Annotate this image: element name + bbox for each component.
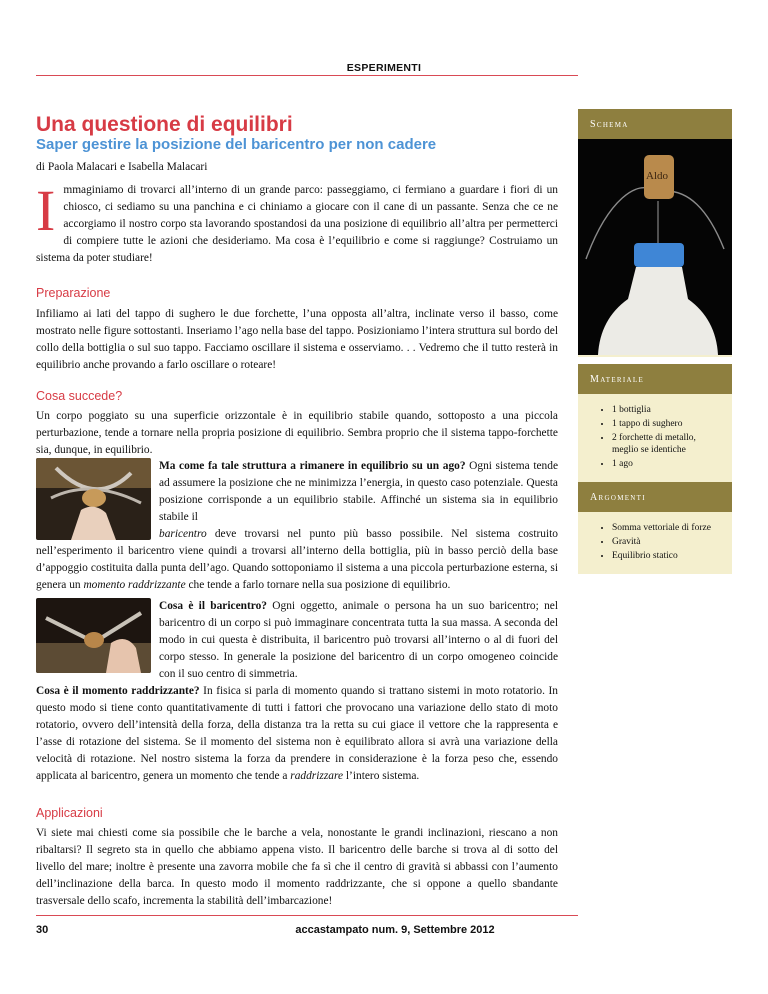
materiale-item: • 1 ago bbox=[612, 458, 722, 470]
heading-preparazione: Preparazione bbox=[36, 286, 111, 300]
q1-italic-momento: momento raddrizzante bbox=[83, 579, 186, 591]
drop-cap: I bbox=[36, 178, 56, 243]
heading-applicazioni: Applicazioni bbox=[36, 806, 103, 820]
materiale-item: • 1 tappo di sughero bbox=[612, 418, 722, 430]
preparazione-text: Infiliamo ai lati del tappo di sughero le due forchette, l’una opposta all’altra, inclinate verso il basso, come mostrato nelle figure sottostanti. Inseriamo l’ago nella base del tappo. Posizioniamo l’intera struttura sul bordo del collo della bottiglia o sul suo tappo. Facciamo oscillare il sistema e osserviamo. . . Vedremo che il tutto resterà in equilibrio anche provando a farlo oscillare o roteare! bbox=[36, 308, 558, 371]
journal-footer: accastampato num. 9, Settembre 2012 bbox=[295, 924, 495, 936]
section-label: ESPERIMENTI bbox=[346, 62, 422, 74]
paragraph-cosa-succede bbox=[36, 408, 558, 459]
materiale-list bbox=[578, 394, 732, 482]
heading-cosa-succede: Cosa succede? bbox=[36, 389, 123, 403]
article-authors: di Paola Malacari e Isabella Malacari bbox=[36, 161, 208, 173]
applicazioni-text: Vi siete mai chiesti come sia possibile che le barche a vela, nonostante le grandi inclinazioni, riescano a non ribaltarsi? Il segreto sta in quello che abbiamo appena visto. Il baricentro delle barche si trova al di sotto del livello del mare; inoltre è presente una zavorra mobile che fa sì che il centro di gravità si abbassi con l’aumento dell’inclinazione della barca. In questo modo il momento raddrizzante, che si oppone a quello sbandante trasversale dello scafo, incrementa la stabilità dell’imbarcazione! bbox=[36, 827, 558, 907]
intro-paragraph bbox=[36, 178, 558, 267]
q3-question: Cosa è il momento raddrizzante? bbox=[36, 685, 200, 697]
sidebar-schema bbox=[578, 109, 732, 357]
materiale-title: Materiale bbox=[578, 364, 732, 394]
q1-text-a: Ogni sistema tende ad assumere la posizione che ne minimizza l’energia, in questo caso potenziale. Questa posizione corrisponde a un equilibrio stabile. Affinché un sistema sia in equilibrio stabile il bbox=[159, 460, 558, 523]
schema-photo bbox=[578, 139, 732, 355]
q1-italic-baricentro: baricentro bbox=[159, 528, 207, 540]
photo-hands-forks bbox=[36, 598, 151, 673]
argomenti-list bbox=[578, 512, 732, 574]
q3-text-b: l’intero sistema. bbox=[343, 770, 420, 782]
article-title: Una questione di equilibri bbox=[36, 113, 293, 136]
article-subtitle: Saper gestire la posizione del baricentro per non cadere bbox=[36, 136, 437, 153]
paragraph-q2 bbox=[159, 598, 558, 683]
paragraph-q1-cont bbox=[36, 526, 558, 594]
schema-title: Schema bbox=[578, 109, 732, 139]
sidebar-materiale bbox=[578, 364, 732, 574]
q2-text: Ogni oggetto, animale o persona ha un suo baricentro; nel baricentro di un corpo si può immaginare concentrata tutta la sua massa. A seconda del modo in cui questa è distribuita, il baricentro può trovarsi all’interno o al di fuori del corpo stesso. In generale la posizione del baricentro di un corpo omogeneo coincide con il suo centro di simmetria. bbox=[159, 600, 558, 680]
intro-text: mmaginiamo di trovarci all’interno di un grande parco: passeggiamo, ci fermiano a guardare i fiori di un chiosco, ci sediamo su una panchina e ci chiniamo a giocare con il cane di un passante. Senza che ce ne accorgiamo il nostro corpo sta lavorando spostandosi da una posizione di equilibrio all’altra per permetterci di compiere tutte le azioni che desideriamo. Ma cosa è l’equilibrio e come si raggiunge? Costruiamo un sistema da poter studiare! bbox=[36, 184, 558, 264]
cosa-succede-text: Un corpo poggiato su una superficie orizzontale è in equilibrio stabile quando, sottoposto a una piccola perturbazione, tende a tornare nella propria posizione di equilibrio. Sembra proprio che il sistema tappo-forchette sia, dunque, in equilibrio. bbox=[36, 410, 558, 456]
paragraph-q1 bbox=[159, 458, 558, 526]
argomenti-item: • Gravità bbox=[612, 536, 722, 548]
materiale-item: • 1 bottiglia bbox=[612, 404, 722, 416]
paragraph-preparazione bbox=[36, 306, 558, 374]
q1-question: Ma come fa tale struttura a rimanere in equilibrio su un ago? bbox=[159, 460, 466, 472]
argomenti-item: • Equilibrio statico bbox=[612, 550, 722, 562]
materiale-item: • 2 forchette di metallo, meglio se identiche bbox=[612, 432, 722, 456]
q2-question: Cosa è il baricentro? bbox=[159, 600, 268, 612]
argomenti-title: Argomenti bbox=[578, 482, 732, 512]
q1-text-c: che tende a farlo tornare nella sua posizione di equilibrio. bbox=[185, 579, 451, 591]
page-number: 30 bbox=[36, 924, 49, 936]
footer-rule bbox=[36, 915, 578, 916]
argomenti-item: • Somma vettoriale di forze bbox=[612, 522, 722, 534]
q3-italic: raddrizzare bbox=[290, 770, 344, 782]
q3-text-a: In fisica si parla di momento quando si trattano sistemi in moto rotatorio. In questo modo si tiene conto quantitativamente di tutti i fattori che provocano una variazione dello stato di moto rotatorio, ovvero dell’intensità della forza, della distanza tra la retta su cui giace il vettore che la rappresenta e l’asse di rotazione del sistema. Se il momento del sistema non è equilibrato allora si avrà una variazione della velocità di rotazione. Nel nostro sistema la forza da prendere in considerazione è la forza peso che, essendo applicata al baricentro, genera un momento che tende a bbox=[36, 685, 558, 782]
q1-text-b: deve trovarsi nel punto più basso possibile. Nel sistema costruito nell’esperimento il baricentro viene quindi a trovarsi all’interno della bottiglia, più in basso perciò della base d’appoggio costituita dalla punta dell’ago. Quando sottoponiamo il sistema a una piccola perturbazione esterna, si genera un bbox=[36, 528, 558, 591]
cork-label: Aldo bbox=[646, 170, 668, 182]
paragraph-applicazioni bbox=[36, 825, 558, 910]
paragraph-q3 bbox=[36, 683, 558, 785]
header-rule bbox=[36, 75, 578, 76]
